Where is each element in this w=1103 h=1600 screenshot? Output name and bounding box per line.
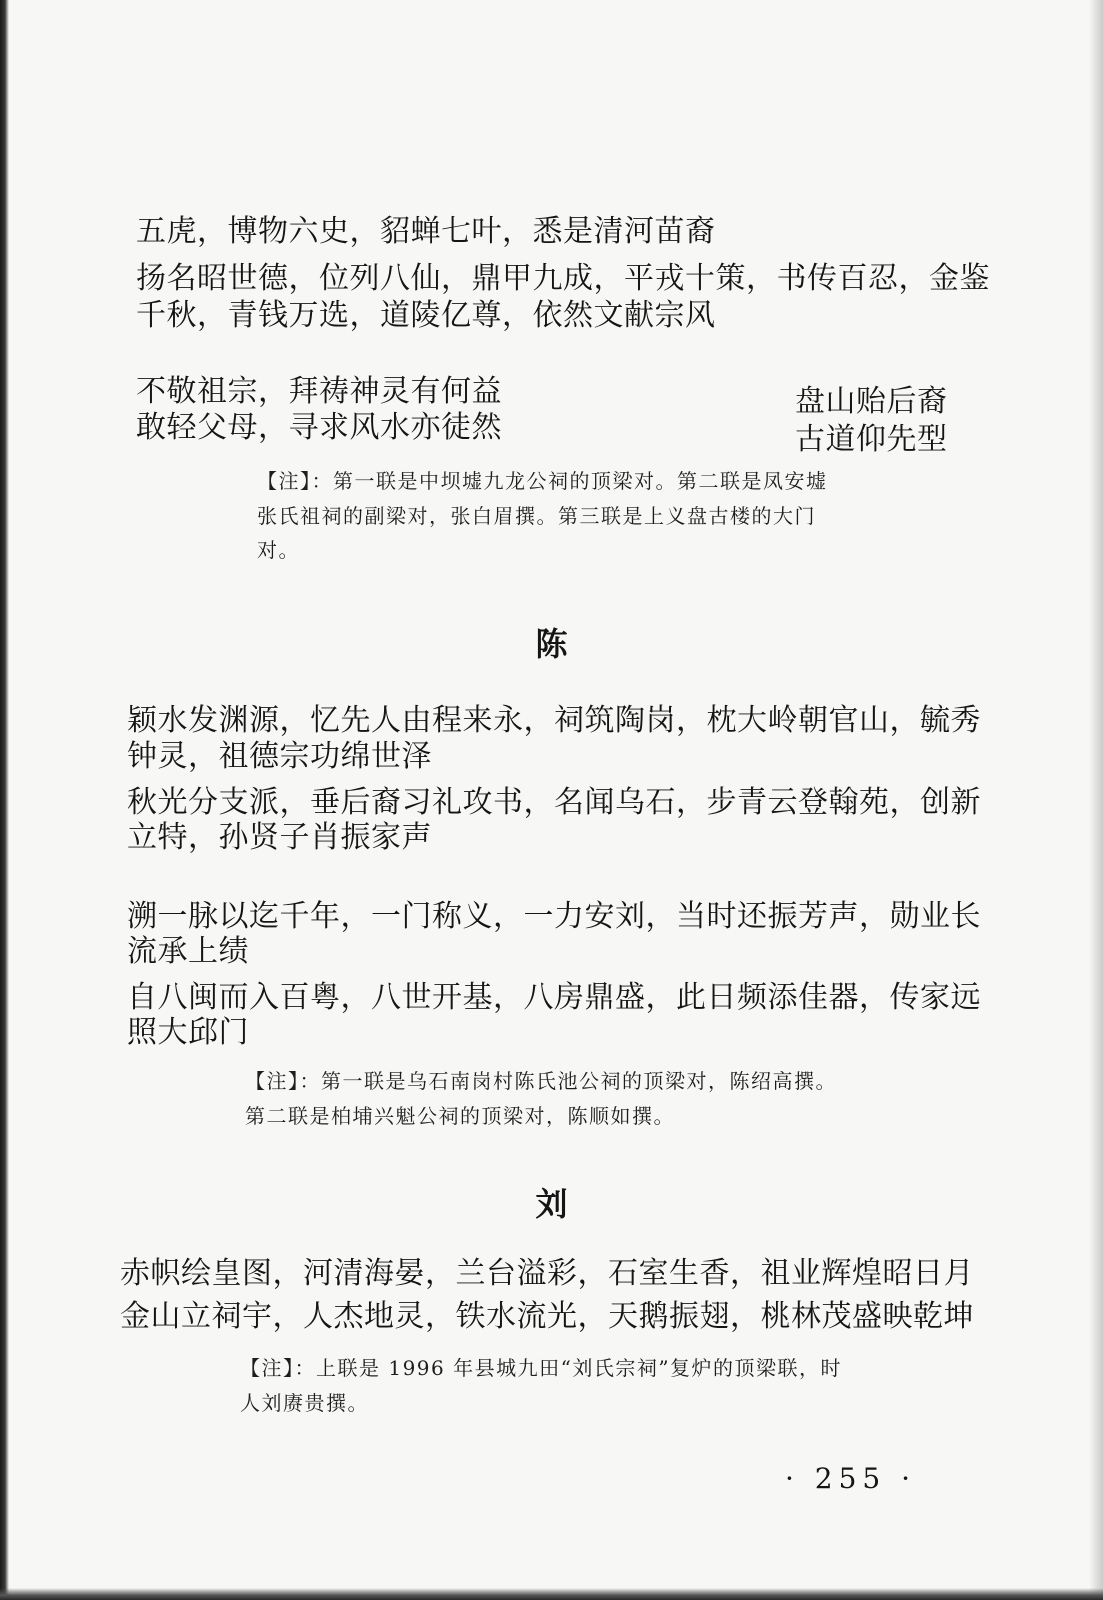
couplet-line: 流承上绩: [127, 934, 249, 969]
couplet-line: 照大邱门: [127, 1015, 249, 1050]
couplet-horizontal-right: 盘山贻后裔: [795, 384, 948, 419]
annotation-note: 第二联是柏埔兴魁公祠的顶梁对，陈顺如撰。: [245, 1104, 675, 1128]
couplet-line: 不敬祖宗，拜祷神灵有何益: [136, 374, 502, 409]
couplet-line: 敢轻父母，寻求风水亦徒然: [136, 410, 502, 445]
annotation-note: 【注】：上联是 1996 年县城九田“刘氏宗祠”复炉的顶梁联，时: [240, 1356, 843, 1380]
annotation-note: 对。: [257, 538, 300, 562]
couplet-line: 秋光分支派，垂后裔习礼攻书，名闻乌石，步青云登翰苑，创新: [127, 785, 981, 820]
surname-heading-liu: 刘: [535, 1185, 568, 1223]
couplet-line: 颖水发渊源，忆先人由程来永，祠筑陶岗，枕大岭朝官山，毓秀: [127, 703, 981, 738]
couplet-line: 五虎，博物六史，貂蝉七叶，悉是清河苗裔: [136, 214, 716, 249]
annotation-note: 人刘赓贵撰。: [240, 1391, 369, 1415]
surname-heading-chen: 陈: [535, 625, 568, 663]
annotation-note: 【注】：第一联是中坝墟九龙公祠的顶梁对。第二联是凤安墟: [257, 469, 828, 493]
page-shadow-left: [0, 0, 9, 1600]
couplet-line: 扬名昭世德，位列八仙，鼎甲九成，平戎十策，书传百忍，金鉴: [136, 261, 990, 296]
page-number: · 255 ·: [785, 1462, 917, 1495]
annotation-note: 【注】：第一联是乌石南岗村陈氏池公祠的顶梁对，陈绍高撰。: [245, 1069, 837, 1093]
couplet-line: 自八闽而入百粤，八世开基，八房鼎盛，此日频添佳器，传家远: [127, 980, 981, 1015]
annotation-note: 张氏祖祠的副梁对，张白眉撰。第三联是上义盘古楼的大门: [257, 504, 816, 528]
couplet-line: 钟灵，祖德宗功绵世泽: [127, 739, 432, 774]
couplet-line: 赤帜绘皇图，河清海晏，兰台溢彩，石室生香，祖业辉煌昭日月: [120, 1256, 974, 1291]
couplet-horizontal-right: 古道仰先型: [795, 422, 948, 457]
page-shadow-bottom: [0, 1588, 1103, 1600]
couplet-line: 立特，孙贤子肖振家声: [127, 820, 432, 855]
page-shadow-right: [1089, 0, 1103, 1600]
couplet-line: 溯一脉以迄千年，一门称义，一力安刘，当时还振芳声，勋业长: [127, 899, 981, 934]
couplet-line: 千秋，青钱万选，道陵亿尊，依然文献宗风: [136, 298, 716, 333]
couplet-line: 金山立祠宇，人杰地灵，铁水流光，天鹅振翅，桃林茂盛映乾坤: [120, 1299, 974, 1334]
